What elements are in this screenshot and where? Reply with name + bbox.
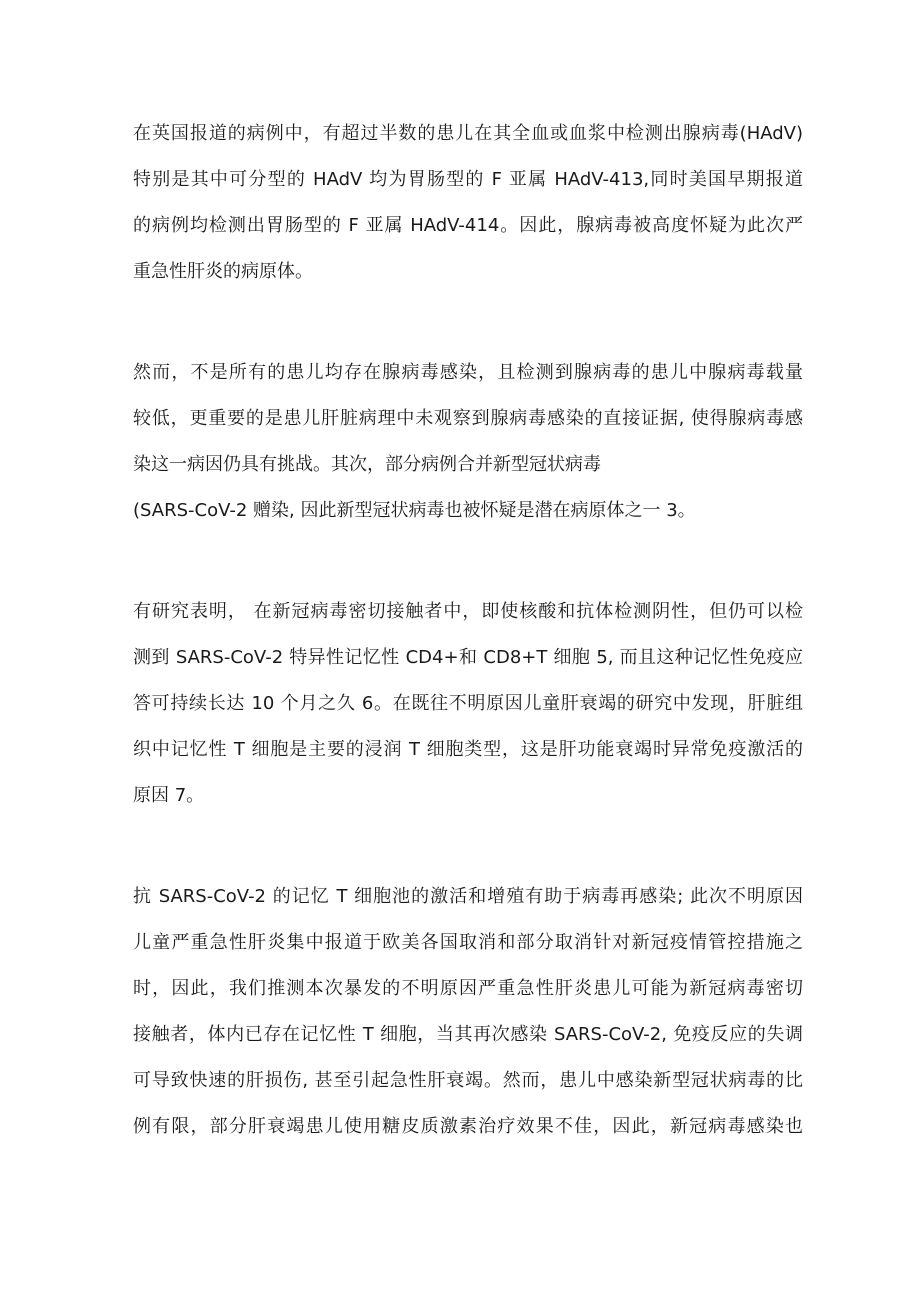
text-line: 有研究表明， 在新冠病毒密切接触者中，即使核酸和抗体检测阴性，但仍可以检 — [133, 601, 803, 622]
text-line: 的病例均检测出胃肠型的 F 亚属 HAdV-414。因此，腺病毒被高度怀疑为此次严 — [133, 215, 803, 236]
text-line: 然而，不是所有的患儿均存在腺病毒感染，且检测到腺病毒的患儿中腺病毒载量 — [133, 362, 803, 383]
text-line: 可导致快速的肝损伤, 甚至引起急性肝衰竭。然而，患儿中感染新型冠状病毒的比 — [133, 1070, 803, 1091]
paragraph-memory-t-cells — [133, 589, 803, 819]
text-line: 较低，更重要的是患儿肝脏病理中未观察到腺病毒感染的直接证据, 使得腺病毒感 — [133, 408, 803, 429]
text-line: 在英国报道的病例中，有超过半数的患儿在其全血或血浆中检测出腺病毒(HAdV) — [133, 123, 803, 144]
text-line: 测到 SARS-CoV-2 特异性记忆性 CD4+和 CD8+T 细胞 5, 而且这种记忆性免疫应 — [133, 647, 803, 668]
paragraph-adenovirus — [133, 111, 803, 295]
text-line: 染这一病因仍具有挑战。其次，部分病例合并新型冠状病毒 — [133, 454, 601, 475]
text-line: 织中记忆性 T 细胞是主要的浸润 T 细胞类型，这是肝功能衰竭时异常免疫激活的 — [133, 739, 803, 760]
text-line: 原因 7。 — [133, 785, 205, 806]
text-line: 特别是其中可分型的 HAdV 均为胃肠型的 F 亚属 HAdV-413,同时美国早期报道 — [133, 169, 803, 190]
text-line: 例有限，部分肝衰竭患儿使用糖皮质激素治疗效果不佳，因此，新冠病毒感染也 — [133, 1116, 803, 1137]
paragraph-sars-cov-2 — [133, 350, 803, 534]
text-line: 时，因此，我们推测本次暴发的不明原因严重急性肝炎患儿可能为新冠病毒密切 — [133, 978, 803, 999]
text-line: 抗 SARS-CoV-2 的记忆 T 细胞池的激活和增殖有助于病毒再感染; 此次不明原因 — [133, 886, 804, 907]
text-line: 儿童严重急性肝炎集中报道于欧美各国取消和部分取消针对新冠疫情管控措施之 — [133, 932, 803, 953]
text-line: 接触者，体内已存在记忆性 T 细胞，当其再次感染 SARS-CoV-2, 免疫反应的失调 — [133, 1024, 803, 1045]
text-line: 重急性肝炎的病原体。 — [133, 261, 313, 282]
paragraph-hypothesis — [133, 874, 803, 1150]
text-line: 答可持续长达 10 个月之久 6。在既往不明原因儿童肝衰竭的研究中发现，肝脏组 — [133, 693, 803, 714]
text-line: (SARS-CoV-2 赠染, 因此新型冠状病毒也被怀疑是潜在病原体之一 3。 — [133, 500, 696, 521]
